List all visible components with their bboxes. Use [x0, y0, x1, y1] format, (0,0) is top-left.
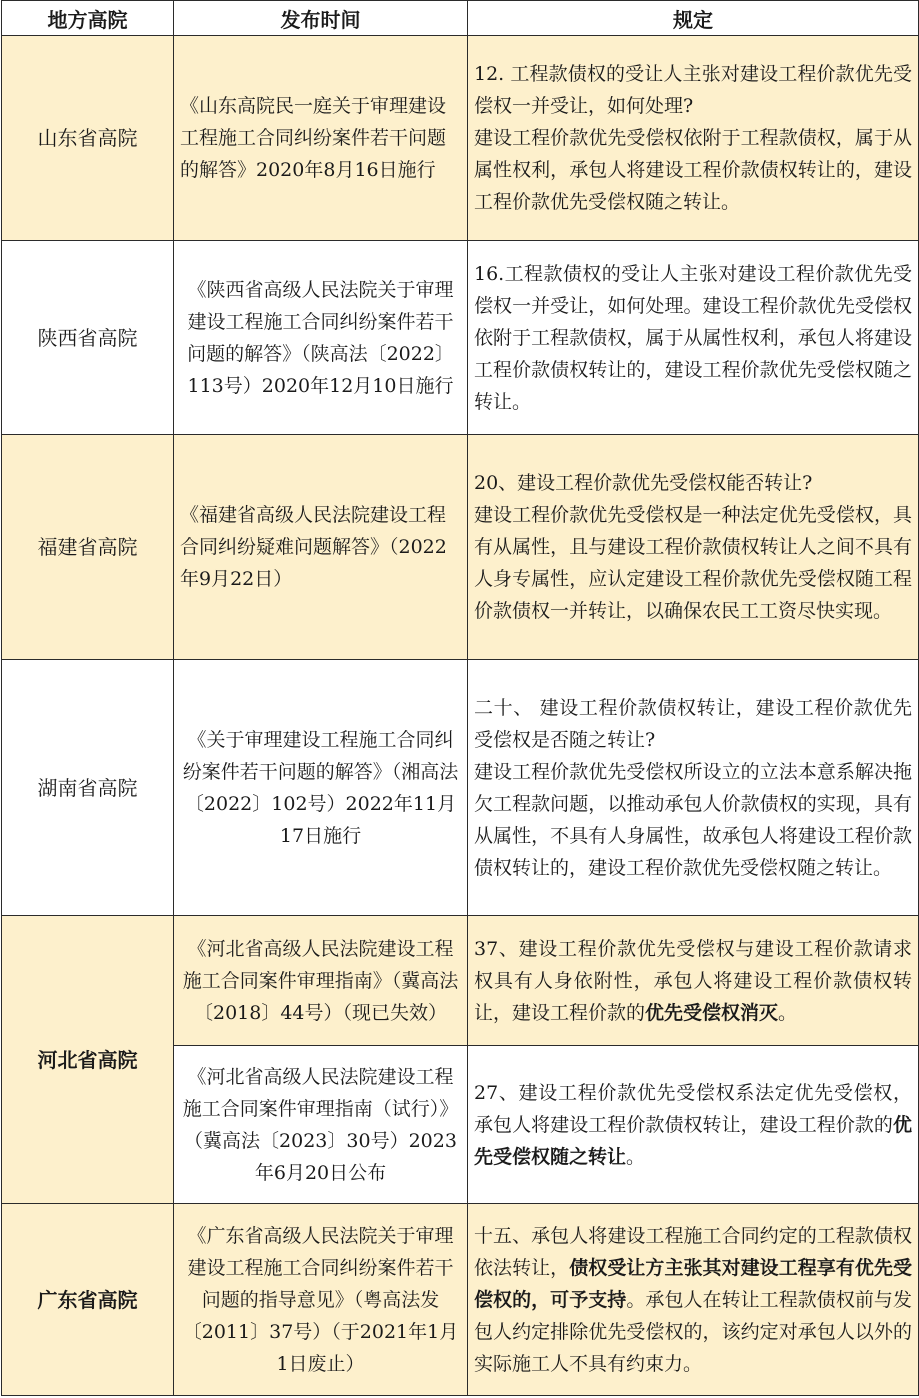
- rule-emphasis: 优先受偿权随之转让: [474, 1113, 912, 1168]
- rule-text: [468, 36, 919, 241]
- publish-info: 《山东高院民一庭关于审理建设工程施工合同纠纷案件若干问题的解答》2020年8月16日施行: [174, 36, 468, 241]
- table-row: [2, 660, 919, 916]
- rule-text: [468, 1204, 919, 1396]
- court-name: 陕西省高院: [2, 241, 174, 435]
- rule-answer: 建设工程价款优先受偿权依附于工程款债权，属于从属性权利，承包人将建设工程价款债权转让的，建设工程价款优先受偿权随之转让。: [474, 127, 912, 213]
- header-rule: 规定: [468, 1, 919, 36]
- publish-info: 《广东省高级人民法院关于审理建设工程施工合同纠纷案件若干问题的指导意见》（粤高法发〔2011〕37号）（于2021年1月1日废止）: [174, 1204, 468, 1396]
- header-date: 发布时间: [174, 1, 468, 36]
- court-name: 山东省高院: [2, 36, 174, 241]
- table-row: [2, 241, 919, 435]
- rule-text: 16.工程款债权的受让人主张对建设工程价款优先受偿权一并受让，如何处理。建设工程价款优先受偿权依附于工程款债权，属于从属性权利，承包人将建设工程价款债权转让的，建设工程价款优先受偿权随之转让。: [468, 241, 919, 435]
- rule-end: 。承包人在转让工程款债权前与发包人约定排除优先受偿权的，该约定对承包人以外的实际施工人不具有约束力。: [474, 1288, 912, 1375]
- header-court: 地方高院: [2, 1, 174, 36]
- table-row: [2, 36, 919, 241]
- court-name: 福建省高院: [2, 435, 174, 660]
- table-row: [2, 916, 919, 1046]
- rule-plain: 37、建设工程价款优先受偿权与建设工程价款请求权具有人身依附性，承包人将建设工程价款债权转让，建设工程价款的: [474, 937, 912, 1024]
- publish-info: 《福建省高级人民法院建设工程合同纠纷疑难问题解答》（2022年9月22日）: [174, 435, 468, 660]
- rule-end: 。: [626, 1145, 646, 1168]
- publish-info: 《河北省高级人民法院建设工程施工合同案件审理指南》（冀高法〔2018〕44号）（现已失效）: [174, 916, 468, 1046]
- rule-text: [468, 1046, 919, 1204]
- table-row: [2, 1204, 919, 1396]
- rule-text: [468, 660, 919, 916]
- rule-text: [468, 435, 919, 660]
- court-name: 广东省高院: [2, 1204, 174, 1396]
- rule-text: [468, 916, 919, 1046]
- rule-plain: 27、建设工程价款优先受偿权系法定优先受偿权，承包人将建设工程价款债权转让，建设工程价款的: [474, 1081, 912, 1136]
- rule-plain: 十五、承包人将建设工程施工合同约定的工程款债权依法转让，: [474, 1224, 912, 1279]
- rule-emphasis: 债权受让方主张其对建设工程享有优先受偿权的，可予支持: [474, 1256, 912, 1311]
- publish-info: 《河北省高级人民法院建设工程施工合同案件审理指南（试行）》（冀高法〔2023〕30号）2023年6月20日公布: [174, 1046, 468, 1204]
- rule-question: 20、建设工程价款优先受偿权能否转让?: [474, 472, 813, 494]
- rule-question: 二十、 建设工程价款债权转让，建设工程价款优先受偿权是否随之转让?: [474, 696, 912, 751]
- publish-info: 《陕西省高级人民法院关于审理建设工程施工合同纠纷案件若干问题的解答》（陕高法〔2022〕113号）2020年12月10日施行: [174, 241, 468, 435]
- table-row: [2, 435, 919, 660]
- rule-answer: 建设工程价款优先受偿权所设立的立法本意系解决拖欠工程款问题，以推动承包人价款债权的实现，具有从属性，不具有人身属性，故承包人将建设工程价款债权转让的，建设工程价款优先受偿权随之转让。: [474, 760, 912, 879]
- rule-question: 12. 工程款债权的受让人主张对建设工程价款优先受偿权一并受让，如何处理?: [474, 63, 912, 117]
- rule-end: 。: [778, 1001, 798, 1024]
- rule-emphasis: 优先受偿权消灭: [645, 1001, 779, 1024]
- table-header-row: [2, 1, 919, 36]
- rule-answer: 建设工程价款优先受偿权是一种法定优先受偿权，具有从属性，且与建设工程价款债权转让人之间不具有人身专属性，应认定建设工程价款优先受偿权随工程价款债权一并转让，以确保农民工工资尽快实现。: [474, 504, 912, 622]
- court-name: 湖南省高院: [2, 660, 174, 916]
- publish-info: 《关于审理建设工程施工合同纠纷案件若干问题的解答》（湘高法〔2022〕102号）2022年11月17日施行: [174, 660, 468, 916]
- regulation-table: [1, 0, 919, 1396]
- court-name: 河北省高院: [2, 916, 174, 1204]
